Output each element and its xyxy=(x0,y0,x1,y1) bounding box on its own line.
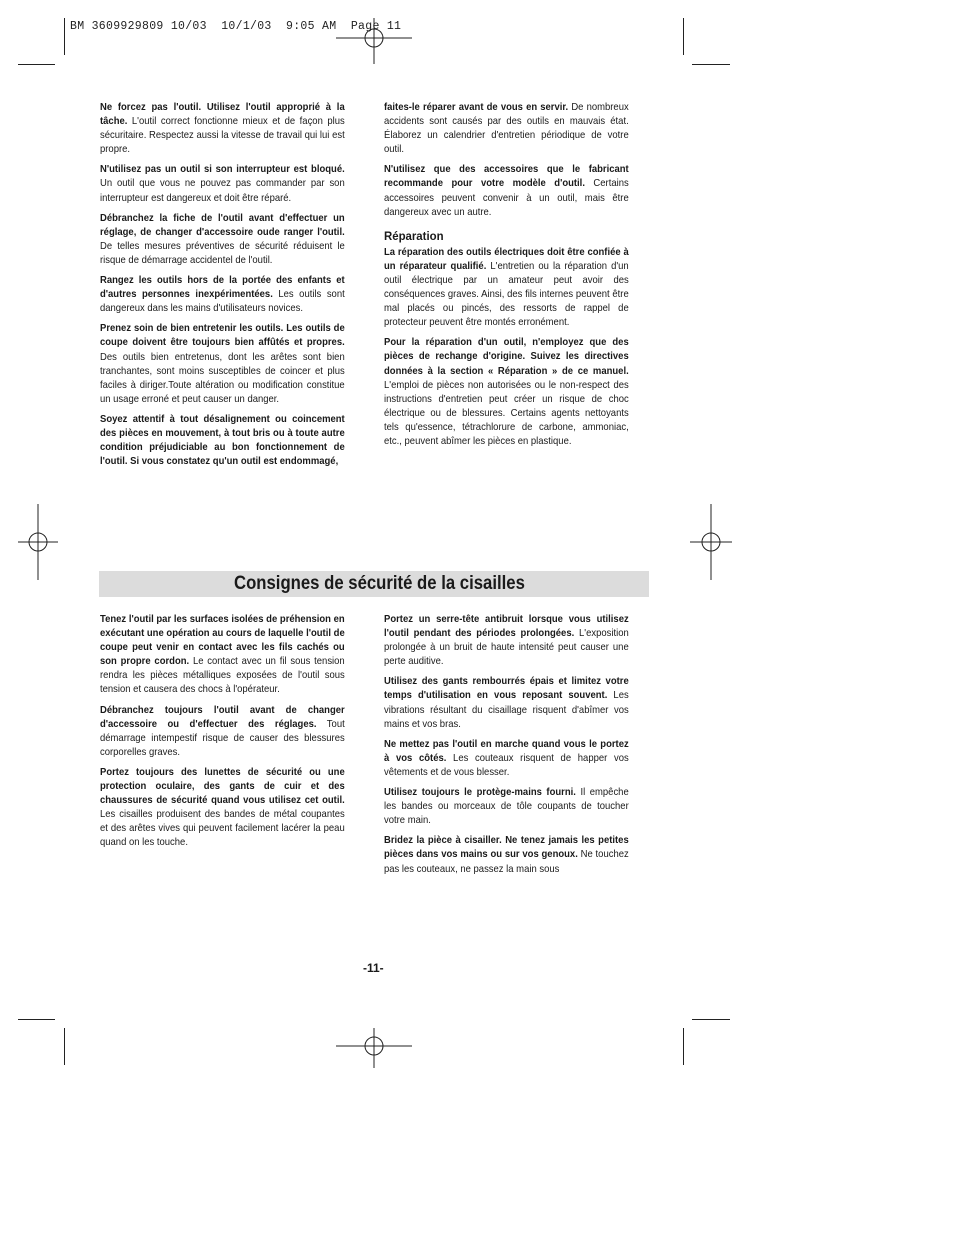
paragraph: Débranchez la fiche de l'outil avant d'effectuer un réglage, de changer d'accessoire oude ranger l'outil. De telles mesures préventives de sécurité réduisent le risque de démarrage accidentel de l'outil. xyxy=(100,212,345,266)
paragraph: Portez un serre-tête antibruit lorsque vous utilisez l'outil pendant des périodes prolongées. L'exposition prolongée à un bruit de haute intensité peut causer une perte auditive. xyxy=(384,614,629,668)
subheading-reparation: Réparation xyxy=(384,228,444,243)
paragraph: N'utilisez que des accessoires que le fabricant recommande pour votre modèle d'outil. Certains accessoires peuvent convenir à un outil, mais être dangereux avec un autre. xyxy=(384,164,629,218)
printer-slug: BM 3609929809 10/03 10/1/03 9:05 AM Page 11 xyxy=(70,20,402,33)
paragraph: Pour la réparation d'un outil, n'employez que des pièces de rechange d'origine. Suivez les directives données à la section « Réparation » de ce manuel. L'emploi de pièces non autorisées ou le non-respect des instructions d'entretien peut créer un risque de choc électrique ou de blessures. Certains agents nettoyants tels qu'essence, tétrachlorure de carbone, ammoniac, etc., peuvent abîmer les pièces en plastique. xyxy=(384,337,629,447)
crop-mark xyxy=(683,18,684,55)
paragraph: Ne forcez pas l'outil. Utilisez l'outil approprié à la tâche. L'outil correct fonctionne mieux et de façon plus sécuritaire. Respectez aussi la vitesse de travail qui lui est propre. xyxy=(100,102,345,156)
bottom-right-column xyxy=(384,613,629,883)
page-number: -11- xyxy=(363,961,384,975)
paragraph: Prenez soin de bien entretenir les outils. Les outils de coupe doivent être toujours bien affûtés et propres. Des outils bien entretenus, dont les arêtes sont bien tranchantes, sont moins susceptibles de coincer et plus faciles à diriger.Toute altération ou modification constitue un usage erroné et peut causer un danger. xyxy=(100,323,345,405)
paragraph: Ne mettez pas l'outil en marche quand vous le portez à vos côtés. Les couteaux risquent de happer vos vêtements et de vous blesser. xyxy=(384,738,629,778)
crop-mark xyxy=(18,1019,55,1020)
paragraph: Rangez les outils hors de la portée des enfants et d'autres personnes inexpérimentées. Les outils sont dangereux dans les mains d'utilisateurs novices. xyxy=(100,275,345,315)
paragraph: N'utilisez pas un outil si son interrupteur est bloqué. Un outil que vous ne pouvez pas commander par son interrupteur est dangereux et doit être réparé. xyxy=(100,164,345,204)
paragraph: Utilisez toujours le protège-mains fourni. Il empêche les bandes ou morceaux de tôle coupants de toucher votre main. xyxy=(384,787,629,827)
registration-mark-top-icon xyxy=(336,18,412,64)
paragraph: La réparation des outils électriques doit être confiée à un réparateur qualifié. L'entretien ou la réparation d'un outil électrique par un amateur peut avoir des conséquences graves. Ainsi, des fils internes peuvent être mal placés ou pincés, des ressorts de rappel de protecteur peuvent être montés erronément. xyxy=(384,246,629,329)
crop-mark xyxy=(64,18,65,55)
crop-mark xyxy=(683,1028,684,1065)
crop-mark xyxy=(18,64,55,65)
section-banner xyxy=(99,571,649,597)
paragraph: Utilisez des gants rembourrés épais et limitez votre temps d'utilisation en vous reposant souvent. Les vibrations résultant du cisaillage risquent d'abîmer vos mains et vos bras. xyxy=(384,676,629,730)
section-title: Consignes de sécurité de la cisailles xyxy=(234,573,525,594)
crop-mark xyxy=(64,1028,65,1065)
paragraph: Débranchez toujours l'outil avant de changer d'accessoire ou d'effectuer des réglages. Tout démarrage intempestif risque de causer des blessures corporelles graves. xyxy=(100,704,345,758)
crop-mark xyxy=(692,1019,730,1020)
paragraph: Bridez la pièce à cisailler. Ne tenez jamais les petites pièces dans vos mains ou sur vos genoux. Ne touchez pas les couteaux, ne passez la main sous xyxy=(384,835,629,875)
crop-mark xyxy=(692,64,730,65)
paragraph: Tenez l'outil par les surfaces isolées de préhension en exécutant une opération au cours de laquelle l'outil de coupe peut venir en contact avec les fils cachés ou son propre cordon. Le contact avec un fil sous tension rendra les pièces métalliques exposées de l'outil sous tension et causera des chocs à l'opérateur. xyxy=(100,614,345,696)
bottom-left-column xyxy=(100,613,345,857)
paragraph: faites-le réparer avant de vous en servir. De nombreux accidents sont causés par des outils en mauvais état. Élaborez un calendrier d'entretien périodique de votre outil. xyxy=(384,102,629,156)
paragraph: Soyez attentif à tout désalignement ou coincement des pièces en mouvement, à tout bris ou à toute autre condition préjudiciable au bon fonctionnement de l'outil. Si vous constatez qu'un outil est endommagé, xyxy=(100,413,345,468)
registration-mark-left-icon xyxy=(18,504,58,580)
top-left-column xyxy=(100,101,345,475)
top-right-column xyxy=(384,101,629,455)
paragraph: Portez toujours des lunettes de sécurité ou une protection oculaire, des gants de cuir et des chaussures de sécurité quand vous utilisez cet outil. Les cisailles produisent des bandes de métal coupantes et des arêtes vives qui peuvent facilement lacérer la peau quand on les touche. xyxy=(100,766,345,849)
registration-mark-right-icon xyxy=(690,504,732,580)
registration-mark-bottom-icon xyxy=(336,1028,412,1068)
